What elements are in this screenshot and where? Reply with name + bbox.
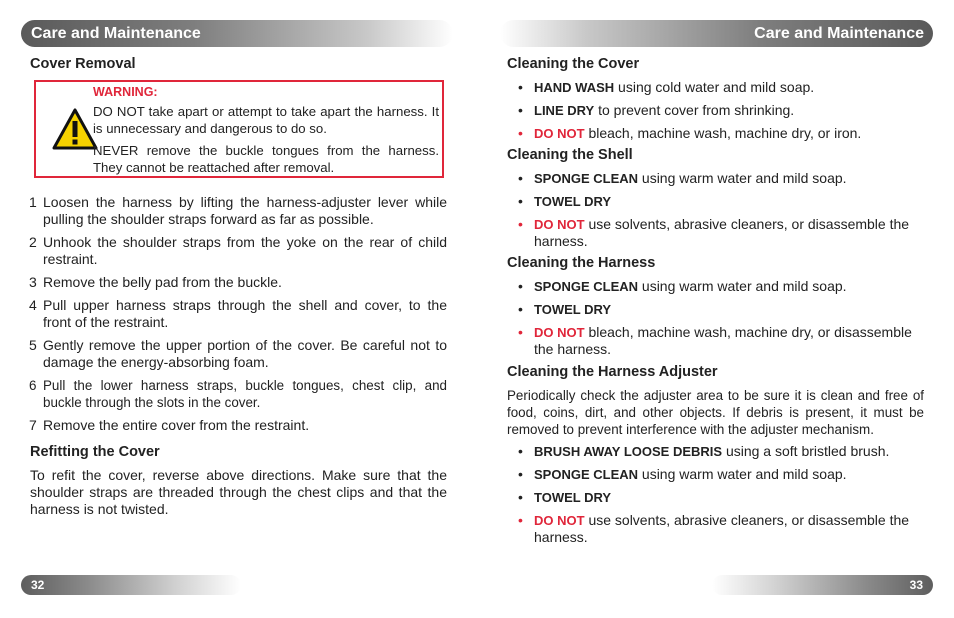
right-page-number-bar bbox=[712, 575, 933, 595]
list-item: • DO NOT use solvents, abrasive cleaners, or disassemble the harness. bbox=[518, 216, 910, 249]
refitting-text: To refit the cover, reverse above directions. Make sure that the shoulder straps are threaded through the chest clips and that the harness is not twisted. bbox=[30, 467, 447, 517]
step-number: 5 bbox=[29, 337, 37, 353]
step-text: Pull upper harness straps through the shell and cover, to the front of the restraint. bbox=[43, 297, 447, 330]
warning-label: WARNING: bbox=[93, 85, 158, 99]
cover-removal-heading: Cover Removal bbox=[30, 56, 136, 72]
list-item: • DO NOT bleach, machine wash, machine dry, or iron. bbox=[518, 125, 862, 141]
warning-text bbox=[93, 84, 439, 181]
page-number-right: 33 bbox=[909, 578, 923, 592]
right-section-banner bbox=[500, 20, 933, 47]
list-item: • BRUSH AWAY LOOSE DEBRIS using a soft bristled brush. bbox=[518, 443, 890, 459]
instruction-text: using warm water and mild soap. bbox=[638, 466, 847, 482]
cleaning-adjuster-list bbox=[518, 443, 923, 552]
step-number: 6 bbox=[29, 378, 37, 393]
list-item: • LINE DRY to prevent cover from shrinking. bbox=[518, 102, 795, 118]
list-item: • TOWEL DRY bbox=[518, 489, 612, 505]
step-item bbox=[29, 297, 447, 331]
instruction-keyword: TOWEL DRY bbox=[534, 302, 612, 317]
instruction-text: use solvents, abrasive cleaners, or disassemble the harness. bbox=[534, 512, 910, 545]
refitting-heading: Refitting the Cover bbox=[30, 444, 160, 460]
list-item: • HAND WASH using cold water and mild soap. bbox=[518, 79, 815, 95]
list-item: • SPONGE CLEAN using warm water and mild soap. bbox=[518, 170, 847, 186]
left-page-number-bar bbox=[21, 575, 241, 595]
cleaning-harness-list bbox=[518, 278, 923, 364]
cleaning-adjuster-heading: Cleaning the Harness Adjuster bbox=[507, 364, 718, 380]
list-item: • TOWEL DRY bbox=[518, 301, 612, 317]
step-text: Remove the belly pad from the buckle. bbox=[43, 274, 282, 290]
warning-keyword: DO NOT bbox=[534, 513, 585, 528]
list-item: • TOWEL DRY bbox=[518, 193, 612, 209]
step-item bbox=[29, 417, 447, 434]
cleaning-harness-heading: Cleaning the Harness bbox=[507, 255, 656, 271]
warning-keyword: DO NOT bbox=[534, 217, 585, 232]
left-banner-title: Care and Maintenance bbox=[31, 25, 201, 42]
list-item: • DO NOT use solvents, abrasive cleaners, or disassemble the harness. bbox=[518, 512, 910, 545]
step-item bbox=[29, 234, 447, 268]
cleaning-shell-heading: Cleaning the Shell bbox=[507, 147, 633, 163]
step-number: 1 bbox=[29, 194, 37, 210]
warning-box bbox=[34, 80, 444, 178]
cleaning-shell-list bbox=[518, 170, 923, 256]
instruction-text: using a soft bristled brush. bbox=[722, 443, 890, 459]
instruction-text: bleach, machine wash, machine dry, or iron. bbox=[584, 125, 862, 141]
step-text: Gently remove the upper portion of the cover. Be careful not to damage the energy-absorbing foam. bbox=[43, 337, 447, 370]
step-text: Loosen the harness by lifting the harness-adjuster lever while pulling the shoulder straps forward as far as possible. bbox=[43, 194, 447, 227]
right-banner-title: Care and Maintenance bbox=[754, 25, 924, 42]
adjuster-intro-text: Periodically check the adjuster area to be sure it is clean and free of food, coins, dirt, and other objects. If debris is present, it must be removed to prevent interference with the adjuster mechanism. bbox=[507, 388, 924, 437]
step-text: Remove the entire cover from the restraint. bbox=[43, 417, 310, 433]
cleaning-cover-heading: Cleaning the Cover bbox=[507, 56, 640, 72]
instruction-keyword: SPONGE CLEAN bbox=[534, 467, 639, 482]
instruction-text: using cold water and mild soap. bbox=[614, 79, 815, 95]
instruction-text: bleach, machine wash, machine dry, or disassemble the harness. bbox=[534, 324, 912, 357]
step-text: Unhook the shoulder straps from the yoke on the rear of child restraint. bbox=[43, 234, 447, 267]
cover-removal-steps bbox=[29, 194, 447, 440]
step-item bbox=[29, 337, 447, 371]
instruction-keyword: SPONGE CLEAN bbox=[534, 279, 639, 294]
instruction-text: using warm water and mild soap. bbox=[638, 278, 847, 294]
warning-keyword: DO NOT bbox=[534, 325, 585, 340]
list-item: • DO NOT bleach, machine wash, machine dry, or disassemble the harness. bbox=[518, 324, 912, 357]
step-number: 3 bbox=[29, 274, 37, 290]
step-item bbox=[29, 194, 447, 228]
step-item bbox=[29, 274, 447, 291]
instruction-keyword: TOWEL DRY bbox=[534, 194, 612, 209]
warning-keyword: DO NOT bbox=[534, 126, 585, 141]
step-text: Pull the lower harness straps, buckle tongues, chest clip, and buckle through the slots in the cover. bbox=[43, 378, 447, 410]
step-number: 2 bbox=[29, 234, 37, 250]
step-number: 4 bbox=[29, 297, 37, 313]
warning-line-2: NEVER remove the buckle tongues from the harness. They cannot be reattached after removal. bbox=[93, 143, 439, 175]
step-number: 7 bbox=[29, 417, 37, 433]
cleaning-cover-list bbox=[518, 79, 923, 148]
instruction-keyword: TOWEL DRY bbox=[534, 490, 612, 505]
instruction-text: to prevent cover from shrinking. bbox=[594, 102, 795, 118]
page-number-left: 32 bbox=[31, 578, 45, 592]
step-item bbox=[29, 377, 447, 411]
instruction-keyword: SPONGE CLEAN bbox=[534, 171, 639, 186]
instruction-text: using warm water and mild soap. bbox=[638, 170, 847, 186]
instruction-keyword: HAND WASH bbox=[534, 80, 615, 95]
instruction-keyword: BRUSH AWAY LOOSE DEBRIS bbox=[534, 444, 723, 459]
list-item: • SPONGE CLEAN using warm water and mild soap. bbox=[518, 278, 847, 294]
warning-line-1: DO NOT take apart or attempt to take apart the harness. It is unnecessary and dangerous to do so. bbox=[93, 104, 439, 136]
left-section-banner bbox=[21, 20, 453, 47]
instruction-text: use solvents, abrasive cleaners, or disassemble the harness. bbox=[534, 216, 910, 249]
warning-triangle-icon bbox=[52, 108, 98, 150]
instruction-keyword: LINE DRY bbox=[534, 103, 595, 118]
list-item: • SPONGE CLEAN using warm water and mild soap. bbox=[518, 466, 847, 482]
